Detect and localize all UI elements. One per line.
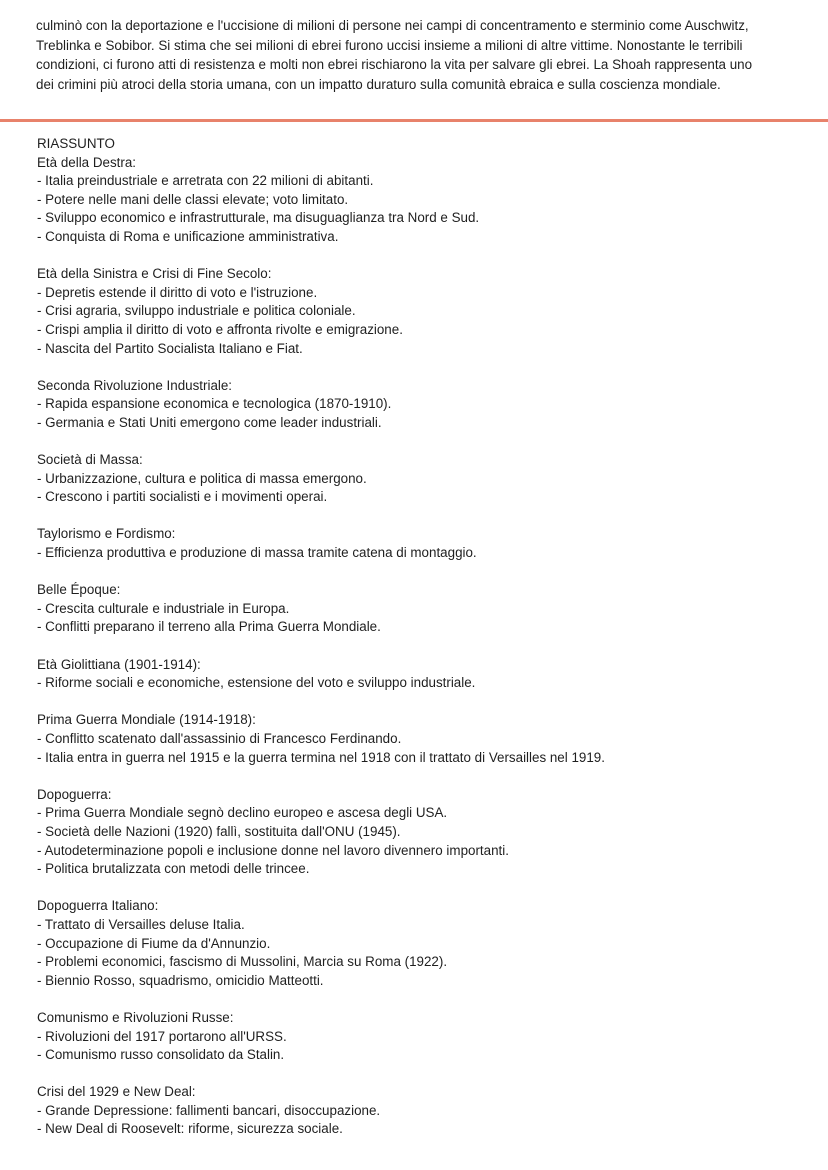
bullet-item: - Crisi agraria, sviluppo industriale e politica coloniale. bbox=[37, 303, 356, 319]
section-title: Età Giolittiana (1901-1914): bbox=[37, 656, 201, 672]
section-title: Prima Guerra Mondiale (1914-1918): bbox=[37, 712, 256, 728]
section-title: Seconda Rivoluzione Industriale: bbox=[37, 377, 233, 393]
bullet-item: - Germania e Stati Uniti emergono come leader industriali. bbox=[37, 414, 382, 430]
section-title: Comunismo e Rivoluzioni Russe: bbox=[37, 1009, 234, 1025]
summary-section bbox=[37, 377, 817, 433]
summary-section bbox=[37, 1009, 817, 1065]
intro-paragraph bbox=[36, 16, 806, 94]
bullet-item: - Rivoluzioni del 1917 portarono all'URSS. bbox=[37, 1028, 287, 1044]
bullet-item: - Riforme sociali e economiche, estensione del voto e sviluppo industriale. bbox=[37, 675, 476, 691]
bullet-item: - Conquista di Roma e unificazione amministrativa. bbox=[37, 228, 339, 244]
bullet-item: - Crescita culturale e industriale in Europa. bbox=[37, 600, 290, 616]
summary-sections bbox=[37, 154, 817, 1139]
bullet-item: - Italia preindustriale e arretrata con 22 milioni di abitanti. bbox=[37, 173, 374, 189]
bullet-item: - Conflitti preparano il terreno alla Prima Guerra Mondiale. bbox=[37, 619, 381, 635]
section-title: Età della Destra: bbox=[37, 154, 136, 170]
bullet-item: - Nascita del Partito Socialista Italiano e Fiat. bbox=[37, 340, 303, 356]
bullet-item: - Trattato di Versailles deluse Italia. bbox=[37, 916, 245, 932]
section-title: Dopoguerra Italiano: bbox=[37, 898, 159, 914]
bullet-item: - Sviluppo economico e infrastrutturale, ma disuguaglianza tra Nord e Sud. bbox=[37, 210, 480, 226]
summary-section bbox=[37, 525, 817, 562]
bullet-item: - Depretis estende il diritto di voto e l'istruzione. bbox=[37, 284, 318, 300]
summary-section bbox=[37, 1083, 817, 1139]
summary-section bbox=[37, 265, 817, 358]
summary-title: RIASSUNTO bbox=[37, 136, 115, 151]
summary-section bbox=[37, 154, 817, 247]
bullet-item: - Rapida espansione economica e tecnologica (1870-1910). bbox=[37, 396, 392, 412]
bullet-item: - Grande Depressione: fallimenti bancari, disoccupazione. bbox=[37, 1102, 381, 1118]
summary-section bbox=[37, 581, 817, 637]
bullet-item: - Crispi amplia il diritto di voto e affronta rivolte e emigrazione. bbox=[37, 321, 403, 337]
bullet-item: - New Deal di Roosevelt: riforme, sicurezza sociale. bbox=[37, 1121, 343, 1137]
bullet-item: - Politica brutalizzata con metodi delle trincee. bbox=[37, 861, 310, 877]
bullet-item: - Potere nelle mani delle classi elevate; voto limitato. bbox=[37, 191, 349, 207]
intro-line: culminò con la deportazione e l'uccisione di milioni di persone nei campi di concentramento e sterminio come Auschwitz, bbox=[36, 18, 749, 33]
intro-line: Treblinka e Sobibor. Si stima che sei milioni di ebrei furono uccisi insieme a milioni di altre vittime. Nonostante le terribili bbox=[36, 37, 743, 53]
section-title: Età della Sinistra e Crisi di Fine Secolo: bbox=[37, 266, 272, 282]
summary-block bbox=[37, 135, 817, 1158]
bullet-item: - Autodeterminazione popoli e inclusione donne nel lavoro divennero importanti. bbox=[37, 842, 509, 858]
bullet-item: - Comunismo russo consolidato da Stalin. bbox=[37, 1047, 285, 1063]
bullet-item: - Prima Guerra Mondiale segnò declino europeo e ascesa degli USA. bbox=[37, 805, 448, 821]
summary-section bbox=[37, 786, 817, 879]
bullet-item: - Biennio Rosso, squadrismo, omicidio Matteotti. bbox=[37, 972, 324, 988]
bullet-item: - Occupazione di Fiume da d'Annunzio. bbox=[37, 935, 271, 951]
bullet-item: - Conflitto scatenato dall'assassinio di Francesco Ferdinando. bbox=[37, 731, 402, 746]
section-divider bbox=[0, 119, 828, 122]
bullet-item: - Crescono i partiti socialisti e i movimenti operai. bbox=[37, 489, 328, 505]
bullet-item: - Efficienza produttiva e produzione di massa tramite catena di montaggio. bbox=[37, 545, 477, 561]
section-title: Taylorismo e Fordismo: bbox=[37, 526, 176, 542]
bullet-item: - Italia entra in guerra nel 1915 e la guerra termina nel 1918 con il trattato di Versailles nel 1919. bbox=[37, 749, 605, 765]
section-title: Società di Massa: bbox=[37, 452, 143, 468]
bullet-item: - Società delle Nazioni (1920) fallì, sostituita dall'ONU (1945). bbox=[37, 823, 401, 839]
section-title: Belle Époque: bbox=[37, 582, 121, 598]
intro-line: dei crimini più atroci della storia umana, con un impatto duraturo sulla comunità ebraica e sulla coscienza mondiale. bbox=[36, 76, 721, 92]
summary-section bbox=[37, 897, 817, 990]
bullet-item: - Urbanizzazione, cultura e politica di massa emergono. bbox=[37, 470, 367, 486]
section-title: Dopoguerra: bbox=[37, 786, 112, 802]
section-title: Crisi del 1929 e New Deal: bbox=[37, 1084, 196, 1100]
intro-line: condizioni, ci furono atti di resistenza e molti non ebrei rischiarono la vita per salvare gli ebrei. La Shoah rappresenta uno bbox=[36, 57, 753, 73]
bullet-item: - Problemi economici, fascismo di Mussolini, Marcia su Roma (1922). bbox=[37, 954, 448, 970]
summary-section bbox=[37, 656, 817, 693]
summary-section bbox=[37, 711, 817, 767]
summary-section bbox=[37, 451, 817, 507]
